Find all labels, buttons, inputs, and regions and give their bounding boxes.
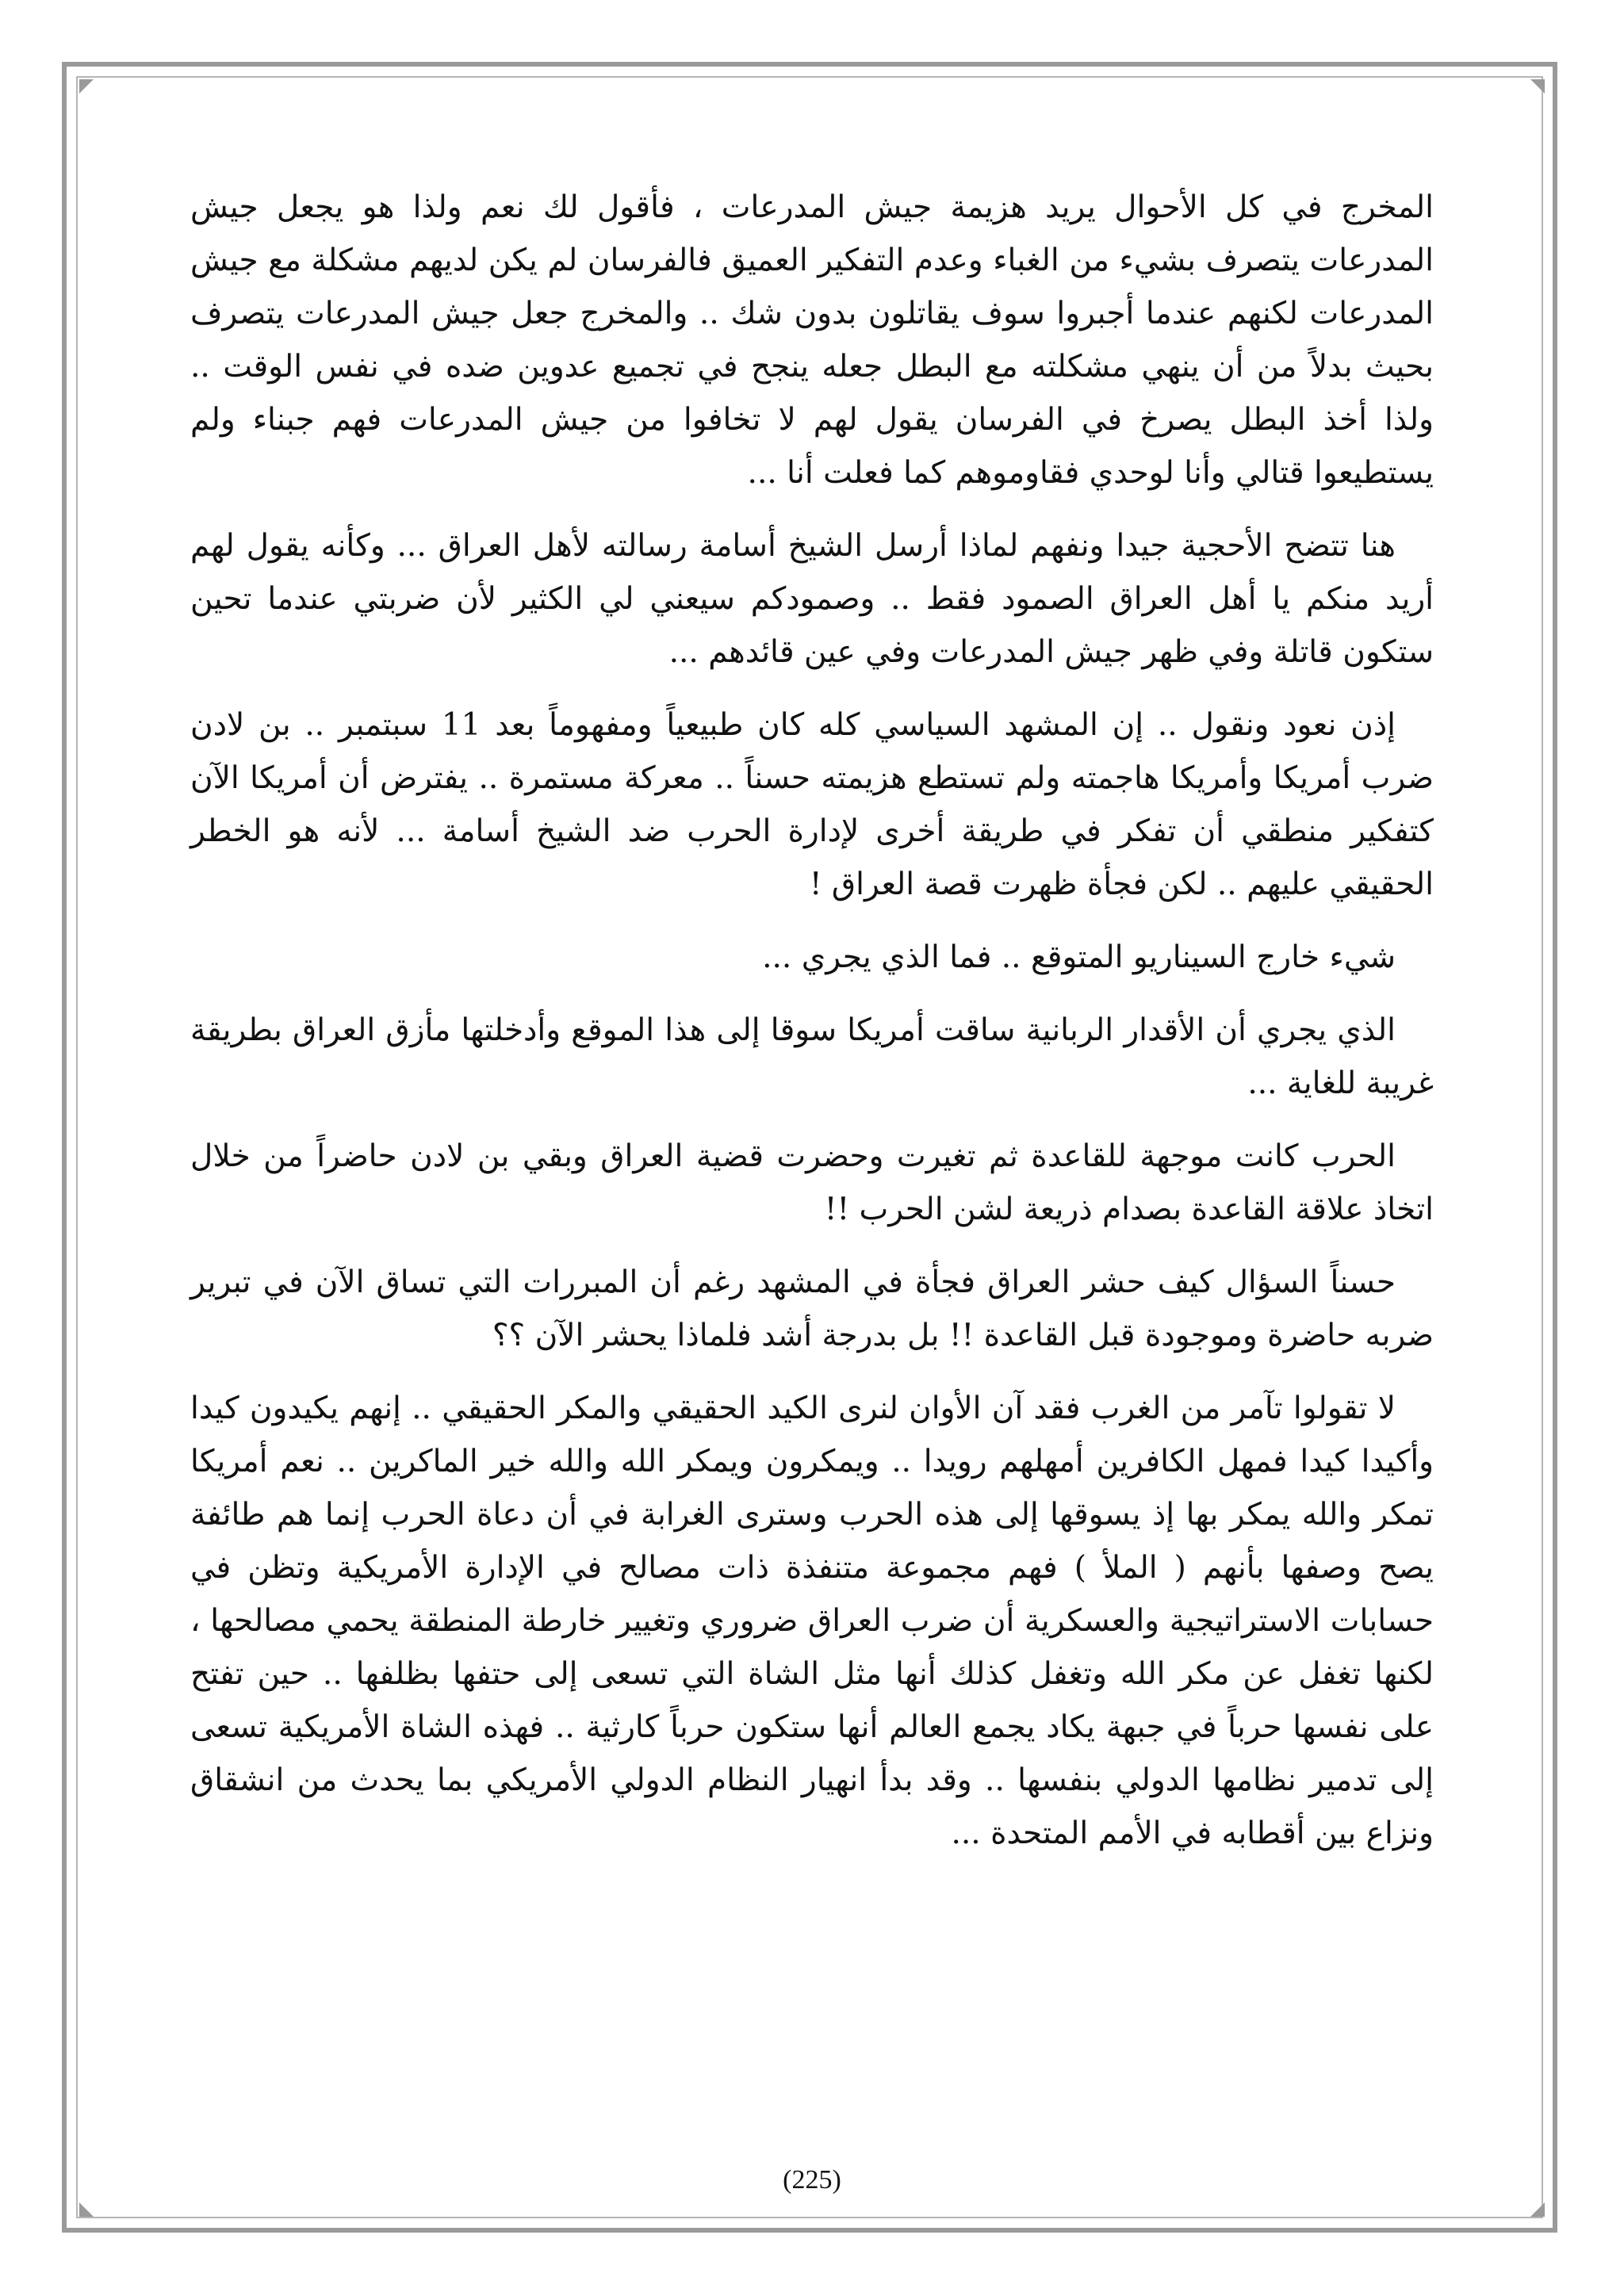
- paragraph-5: الذي يجري أن الأقدار الربانية ساقت أمريكا سوقا إلى هذا الموقع وأدخلتها مأزق العراق بطريقة غريبة للغاية ...: [190, 1012, 1434, 1101]
- corner-ornament-top-right: [1530, 79, 1545, 94]
- paragraph-6: الحرب كانت موجهة للقاعدة ثم تغيرت وحضرت قضية العراق وبقي بن لادن حاضراً من خلال اتخاذ علاقة القاعدة بصدام ذريعة لشن الحرب !!: [190, 1138, 1434, 1227]
- paragraph-8: لا تقولوا تآمر من الغرب فقد آن الأوان لنرى الكيد الحقيقي والمكر الحقيقي .. إنهم يكيدون كيدا وأكيدا كيدا فمهل الكافرين أمهلهم رويدا .. ويمكرون ويمكر الله والله خير الماكرين .. نعم أمريكا تمكر والله يمكر بها إذ يسوقها إلى هذه الحرب وسترى الغرابة في أن دعاة الحرب إنما هم طائفة يصح وصفها بأنهم ( الملأ ) فهم مجموعة متنفذة ذات مصالح في الإدارة الأمريكية وتظن في حسابات الاستراتيجية والعسكرية أن ضرب العراق ضروري وتغيير خارطة المنطقة يحمي مصالحها ، لكنها تغفل عن مكر الله وتغفل كذلك أنها مثل الشاة التي تسعى إلى حتفها بظلفها .. حين تفتح على نفسها حرباً في جبهة يكاد يجمع العالم أنها ستكون حرباً كارثية .. فهذه الشاة الأمريكية تسعى إلى تدمير نظامها الدولي بنفسها .. وقد بدأ انهيار النظام الدولي الأمريكي بما يحدث من انشقاق ونزاع بين أقطابه في الأمم المتحدة ...: [190, 1391, 1434, 1851]
- paragraph-7: حسناً السؤال كيف حشر العراق فجأة في المشهد رغم أن المبررات التي تساق الآن في تبرير ضربه حاضرة وموجودة قبل القاعدة !! بل بدرجة أشد فلماذا يحشر الآن ؟؟: [190, 1265, 1434, 1353]
- paragraph-3: إذن نعود ونقول .. إن المشهد السياسي كله كان طبيعياً ومفهوماً بعد 11 سبتمبر .. بن لادن ضرب أمريكا وأمريكا هاجمته ولم تستطع هزيمته حسناً .. معركة مستمرة .. يفترض أن أمريكا الآن كتفكير منطقي أن تفكر في طريقة أخرى لإدارة الحرب ضد الشيخ أسامة ... لأنه هو الخطر الحقيقي عليهم .. لكن فجأة ظهرت قصة العراق !: [190, 707, 1434, 902]
- paragraph-1: المخرج في كل الأحوال يريد هزيمة جيش المدرعات ، فأقول لك نعم ولذا هو يجعل جيش المدرعات يتصرف بشيء من الغباء وعدم التفكير العميق فالفرسان لم يكن لديهم مشكلة مع جيش المدرعات لكنهم عندما أجبروا سوف يقاتلون بدون شك .. والمخرج جعل جيش المدرعات يتصرف بحيث بدلاً من أن ينهي مشكلته مع البطل جعله ينجح في تجميع عدوين ضده في نفس الوقت .. ولذا أخذ البطل يصرخ في الفرسان يقول لهم لا تخافوا من جيش المدرعات فهم جبناء ولم يستطيعوا قتالي وأنا لوحدي فقاوموهم كما فعلت أنا ...: [190, 189, 1434, 491]
- corner-ornament-bottom-right: [1530, 2202, 1545, 2217]
- corner-ornament-top-left: [79, 79, 94, 94]
- paragraph-2: هنا تتضح الأحجية جيدا ونفهم لماذا أرسل الشيخ أسامة رسالته لأهل العراق ... وكأنه يقول لهم أريد منكم يا أهل العراق الصمود فقط .. وصمودكم سيعني لي الكثير لأن ضربتي عندما تحين ستكون قاتلة وفي ظهر جيش المدرعات وفي عين قائدهم ...: [190, 528, 1434, 670]
- paragraph-4: شيء خارج السيناريو المتوقع .. فما الذي يجري ...: [762, 939, 1396, 975]
- page-number: (225): [783, 2165, 841, 2195]
- corner-ornament-bottom-left: [79, 2202, 94, 2217]
- body-text: [190, 181, 1434, 1880]
